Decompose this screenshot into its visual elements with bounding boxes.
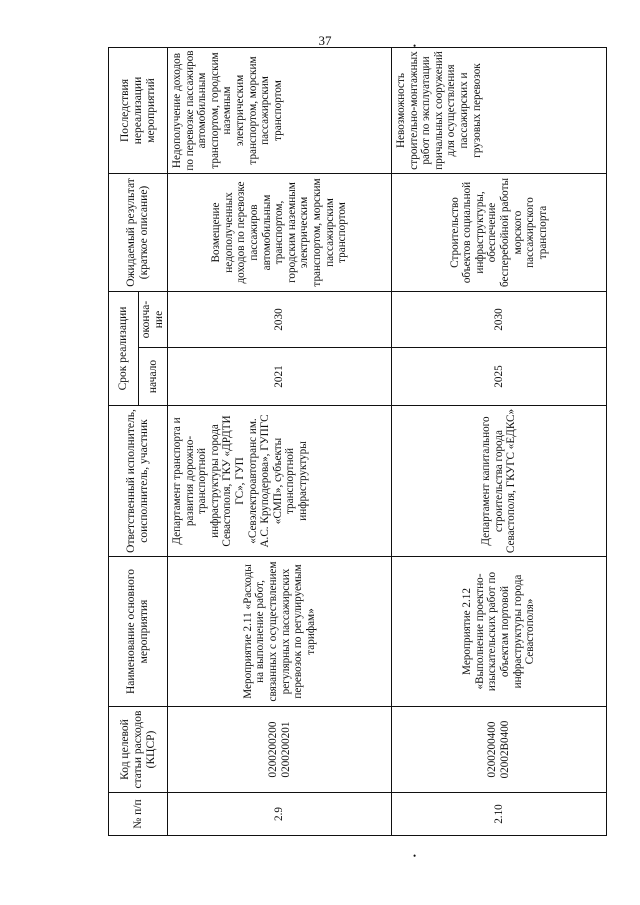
cell-responsible: Департамент транспорта и развития дорожно-транспортной инфраструктуры города Севастополя, ГКУ «ДРДТИ ГС», ГУП «Севэлектроавтотранс им. А.С. Круподерова», ГУПГС «СМП», субъекты транспортной инфраструктуры <box>168 406 392 557</box>
page-number: 37 <box>318 33 332 48</box>
header-name: Наименование основного мероприятия <box>109 557 168 707</box>
cell-consequence: Невозможность строительно-монтажных работ по эксплуатации причальных сооружений для осуществления пассажирских и грузовых перевозок <box>392 48 607 174</box>
header-responsible: Ответственный исполнитель, соисполнитель, участник <box>109 406 168 557</box>
header-consequence: Последствия нереализации мероприятий <box>109 48 168 174</box>
header-end: оконча-ние <box>139 292 168 348</box>
cell-end: 2030 <box>168 292 392 348</box>
cell-code: 0200200200 0200200201 <box>168 707 392 793</box>
cell-result: Возмещение недополученных доходов по перевозке пассажиров автомобильным транспортом, городским наземным электрическим транспортом, морским пассажирским транспортом <box>168 174 392 292</box>
header-row-1 <box>109 48 139 836</box>
cell-name: Мероприятие 2.11 «Расходы на выполнение работ, связанных с осуществлением регулярных пассажирских перевозок по регулируемым тарифам» <box>168 557 392 707</box>
header-term: Срок реализации <box>109 292 139 406</box>
cell-end: 2030 <box>392 292 607 348</box>
cell-name: Мероприятие 2.12 «Выполнение проектно-изыскательских работ по объектам портовой инфраструктуры города Севастополя» <box>392 557 607 707</box>
cell-start: 2021 <box>168 348 392 406</box>
header-code: Код целевой статьи расходов (КЦСР) <box>109 707 168 793</box>
measures-table <box>108 47 607 836</box>
scan-dot: • <box>413 851 417 861</box>
header-num: № п/п <box>109 793 168 836</box>
header-result: Ожидаемый результат (краткое описание) <box>109 174 168 292</box>
table-wrapper <box>108 48 605 836</box>
header-start: начало <box>139 348 168 406</box>
cell-num: 2.9 <box>168 793 392 836</box>
cell-code: 0200200400 02002В0400 <box>392 707 607 793</box>
cell-num: 2.10 <box>392 793 607 836</box>
table-row <box>392 48 607 836</box>
cell-responsible: Департамент капитального строительства города Севастополя, ГКУГС «ЕДКС» <box>392 406 607 557</box>
cell-consequence: Недополучение доходов по перевозке пассажиров автомобильным транспортом, городским наземным электрическим транспортом, морским пассажирским транспортом <box>168 48 392 174</box>
table-row <box>168 48 392 836</box>
cell-start: 2025 <box>392 348 607 406</box>
cell-result: Строительство объектов социальной инфраструктуры, обеспечение бесперебойной работы морского пассажирского транспорта <box>392 174 607 292</box>
scan-dot: • <box>413 41 417 51</box>
